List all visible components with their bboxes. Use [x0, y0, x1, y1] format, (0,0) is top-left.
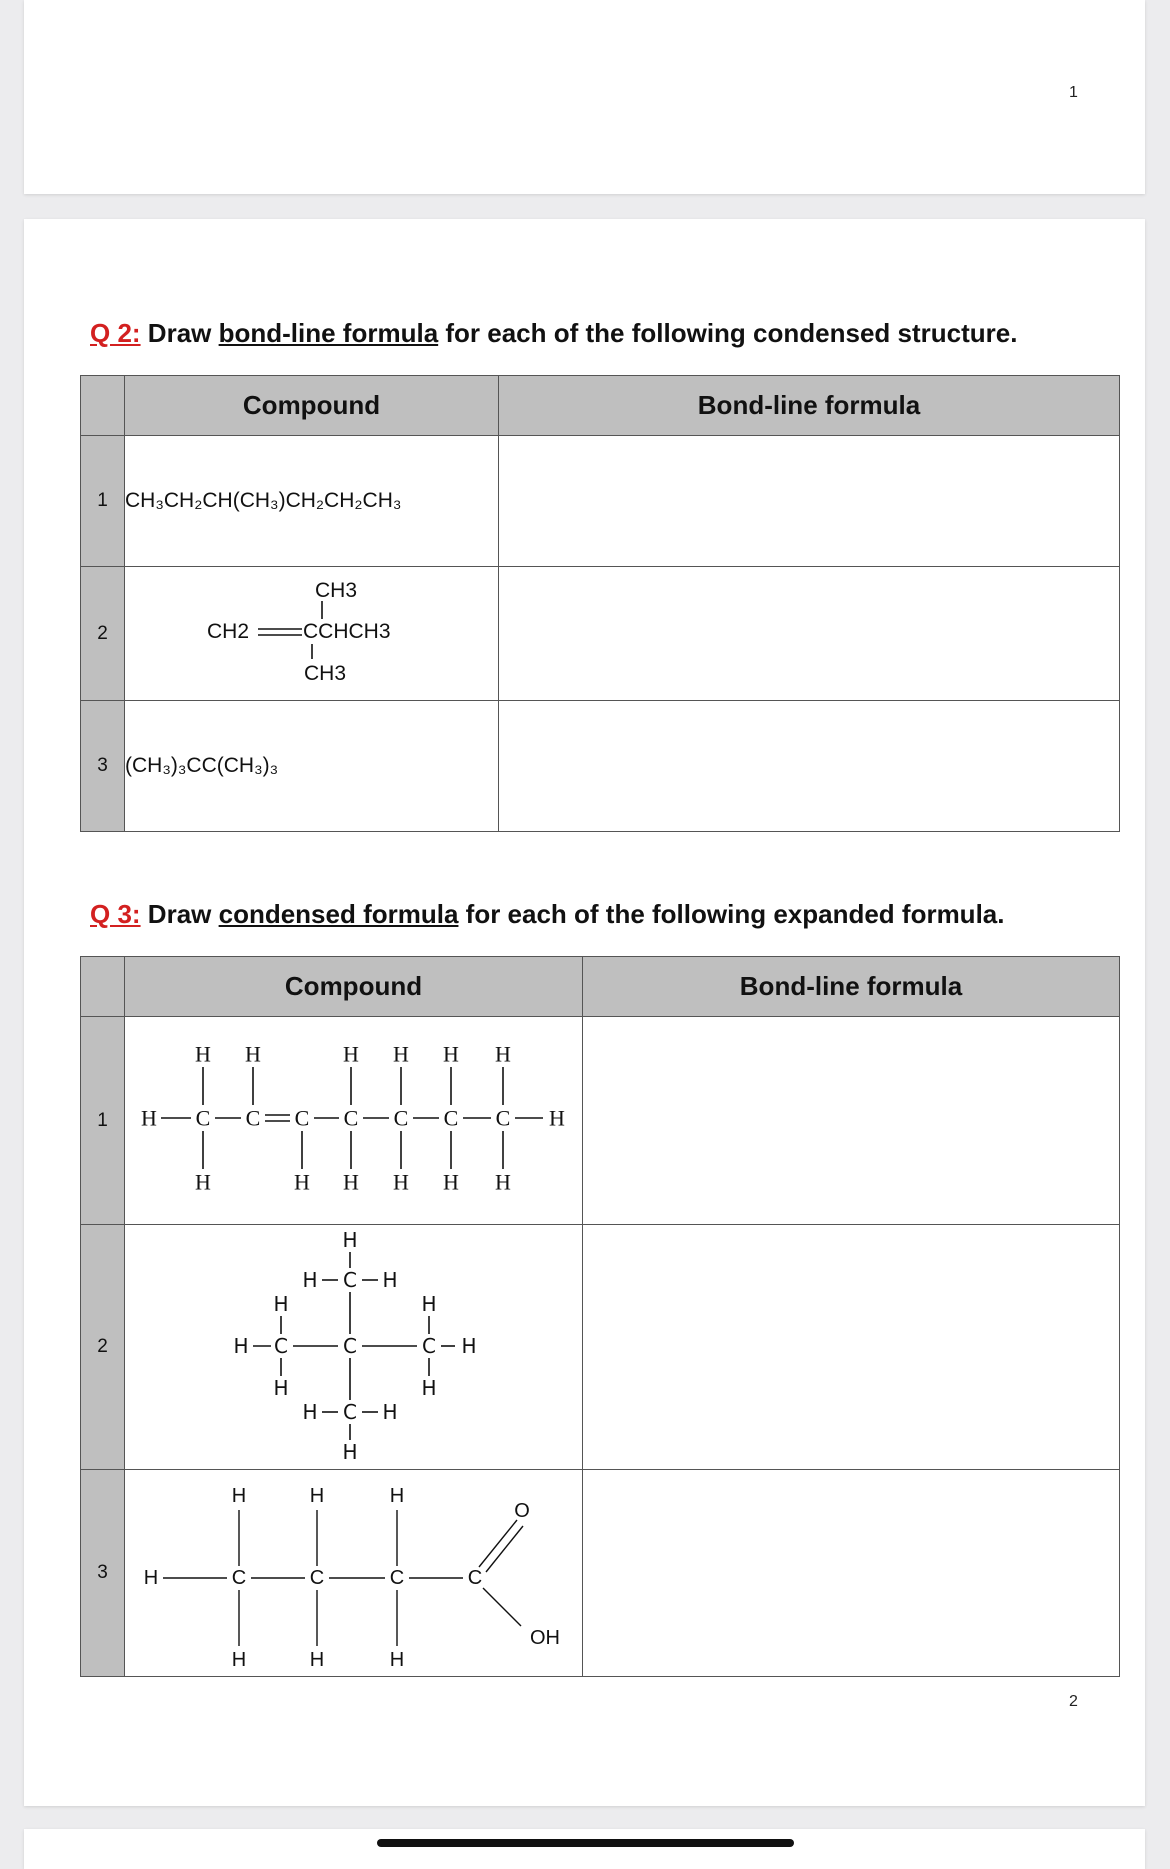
atom-label: H	[389, 1649, 405, 1671]
page-1	[24, 0, 1145, 194]
row-number: 1	[81, 436, 125, 567]
row-number: 3	[81, 1470, 125, 1677]
bond	[483, 1588, 521, 1626]
q2-table	[80, 375, 1120, 832]
expanded-structure-1	[125, 1017, 583, 1225]
atom-label: C	[343, 1105, 359, 1131]
header-cell	[81, 957, 125, 1017]
atom-label: H	[389, 1485, 405, 1507]
page-number: 1	[1069, 84, 1078, 101]
atom-label: H	[443, 1041, 459, 1067]
table-row	[81, 1470, 1120, 1677]
header-bond-line: Bond-line formula	[499, 376, 1120, 436]
atom-label: H	[495, 1169, 511, 1195]
atom-label: H	[382, 1400, 398, 1424]
question-emphasis: condensed formula	[218, 899, 459, 929]
page-number: 2	[1069, 1693, 1078, 1710]
atom-label: H	[294, 1169, 310, 1195]
alkene-structure	[125, 567, 499, 701]
question-text: for each of the following condensed structure.	[438, 318, 1018, 348]
row-number: 3	[81, 701, 125, 832]
answer-cell[interactable]	[499, 567, 1120, 701]
compound-formula: (CH₃)₃CC(CH₃)₃	[125, 701, 499, 832]
atom-label: C	[467, 1567, 483, 1589]
atom-label: C	[274, 1334, 288, 1358]
atom-label: C	[343, 1400, 357, 1424]
row-number: 1	[81, 1017, 125, 1225]
compound-structure	[125, 1470, 583, 1677]
atom-label: C	[393, 1105, 409, 1131]
answer-cell[interactable]	[499, 701, 1120, 832]
question-number: Q 3:	[90, 899, 141, 929]
atom-label: O	[514, 1500, 530, 1522]
atom-label: H	[342, 1228, 358, 1252]
atom-label: H	[343, 1041, 359, 1067]
page-3	[24, 1829, 1145, 1869]
row-number: 2	[81, 1225, 125, 1470]
home-indicator	[377, 1839, 794, 1847]
atom-label: H	[495, 1041, 511, 1067]
answer-cell[interactable]	[583, 1225, 1120, 1470]
question-text: Draw	[140, 899, 219, 929]
atom-label: CH2	[207, 620, 250, 643]
question-text: for each of the following expanded formula.	[458, 899, 1005, 929]
atom-label: C	[245, 1105, 261, 1131]
atom-label: CH3	[315, 579, 358, 602]
header-cell	[81, 376, 125, 436]
compound-structure	[125, 1225, 583, 1470]
atom-label: C	[195, 1105, 211, 1131]
header-bond-line: Bond-line formula	[583, 957, 1120, 1017]
expanded-structure-2	[125, 1225, 583, 1470]
atom-label: H	[273, 1292, 289, 1316]
atom-label: H	[382, 1268, 398, 1292]
row-number: 2	[81, 567, 125, 701]
atom-label: H	[245, 1041, 261, 1067]
bond	[486, 1526, 523, 1572]
atom-label: H	[302, 1268, 318, 1292]
question-emphasis: bond-line formula	[218, 318, 439, 348]
atom-label: H	[195, 1169, 211, 1195]
compound-structure	[125, 1017, 583, 1225]
atom-label: CH3	[304, 662, 347, 685]
atom-label: OH	[530, 1627, 560, 1649]
table-row	[81, 1225, 1120, 1470]
table-row	[81, 567, 1120, 701]
question-2	[90, 318, 1017, 349]
atom-label: H	[461, 1334, 477, 1358]
atom-label: H	[231, 1485, 247, 1507]
atom-label: H	[421, 1376, 437, 1400]
atom-label: H	[549, 1105, 565, 1131]
atom-label: C	[294, 1105, 310, 1131]
atom-label: C	[389, 1567, 405, 1589]
header-compound: Compound	[125, 376, 499, 436]
table-row	[81, 701, 1120, 832]
atom-label: H	[309, 1649, 325, 1671]
atom-label: C	[343, 1268, 357, 1292]
q3-table	[80, 956, 1120, 1677]
atom-label: C	[343, 1334, 357, 1358]
compound-formula: CH₃CH₂CH(CH₃)CH₂CH₂CH₃	[125, 436, 499, 567]
atom-label: H	[141, 1105, 157, 1131]
atom-label: H	[195, 1041, 211, 1067]
atom-label: H	[143, 1567, 159, 1589]
expanded-structure-3	[125, 1470, 583, 1677]
atom-label: H	[343, 1169, 359, 1195]
answer-cell[interactable]	[583, 1470, 1120, 1677]
question-text: Draw	[140, 318, 219, 348]
atom-label: H	[233, 1334, 249, 1358]
page-2	[24, 219, 1145, 1806]
table-row	[81, 436, 1120, 567]
table-row	[81, 1017, 1120, 1225]
atom-label: C	[309, 1567, 325, 1589]
atom-label: H	[443, 1169, 459, 1195]
atom-label: H	[421, 1292, 437, 1316]
answer-cell[interactable]	[499, 436, 1120, 567]
header-compound: Compound	[125, 957, 583, 1017]
bond	[479, 1520, 517, 1567]
atom-label: H	[393, 1041, 409, 1067]
atom-label: H	[302, 1400, 318, 1424]
atom-label: H	[393, 1169, 409, 1195]
atom-label: H	[273, 1376, 289, 1400]
atom-label: H	[231, 1649, 247, 1671]
answer-cell[interactable]	[583, 1017, 1120, 1225]
atom-label: C	[422, 1334, 436, 1358]
question-3	[90, 899, 1004, 930]
atom-label: C	[443, 1105, 459, 1131]
atom-label: H	[342, 1440, 358, 1464]
compound-structure	[125, 567, 499, 701]
atom-label: CCHCH3	[303, 620, 391, 643]
atom-label: C	[495, 1105, 511, 1131]
atom-label: C	[231, 1567, 247, 1589]
atom-label: H	[309, 1485, 325, 1507]
question-number: Q 2:	[90, 318, 141, 348]
